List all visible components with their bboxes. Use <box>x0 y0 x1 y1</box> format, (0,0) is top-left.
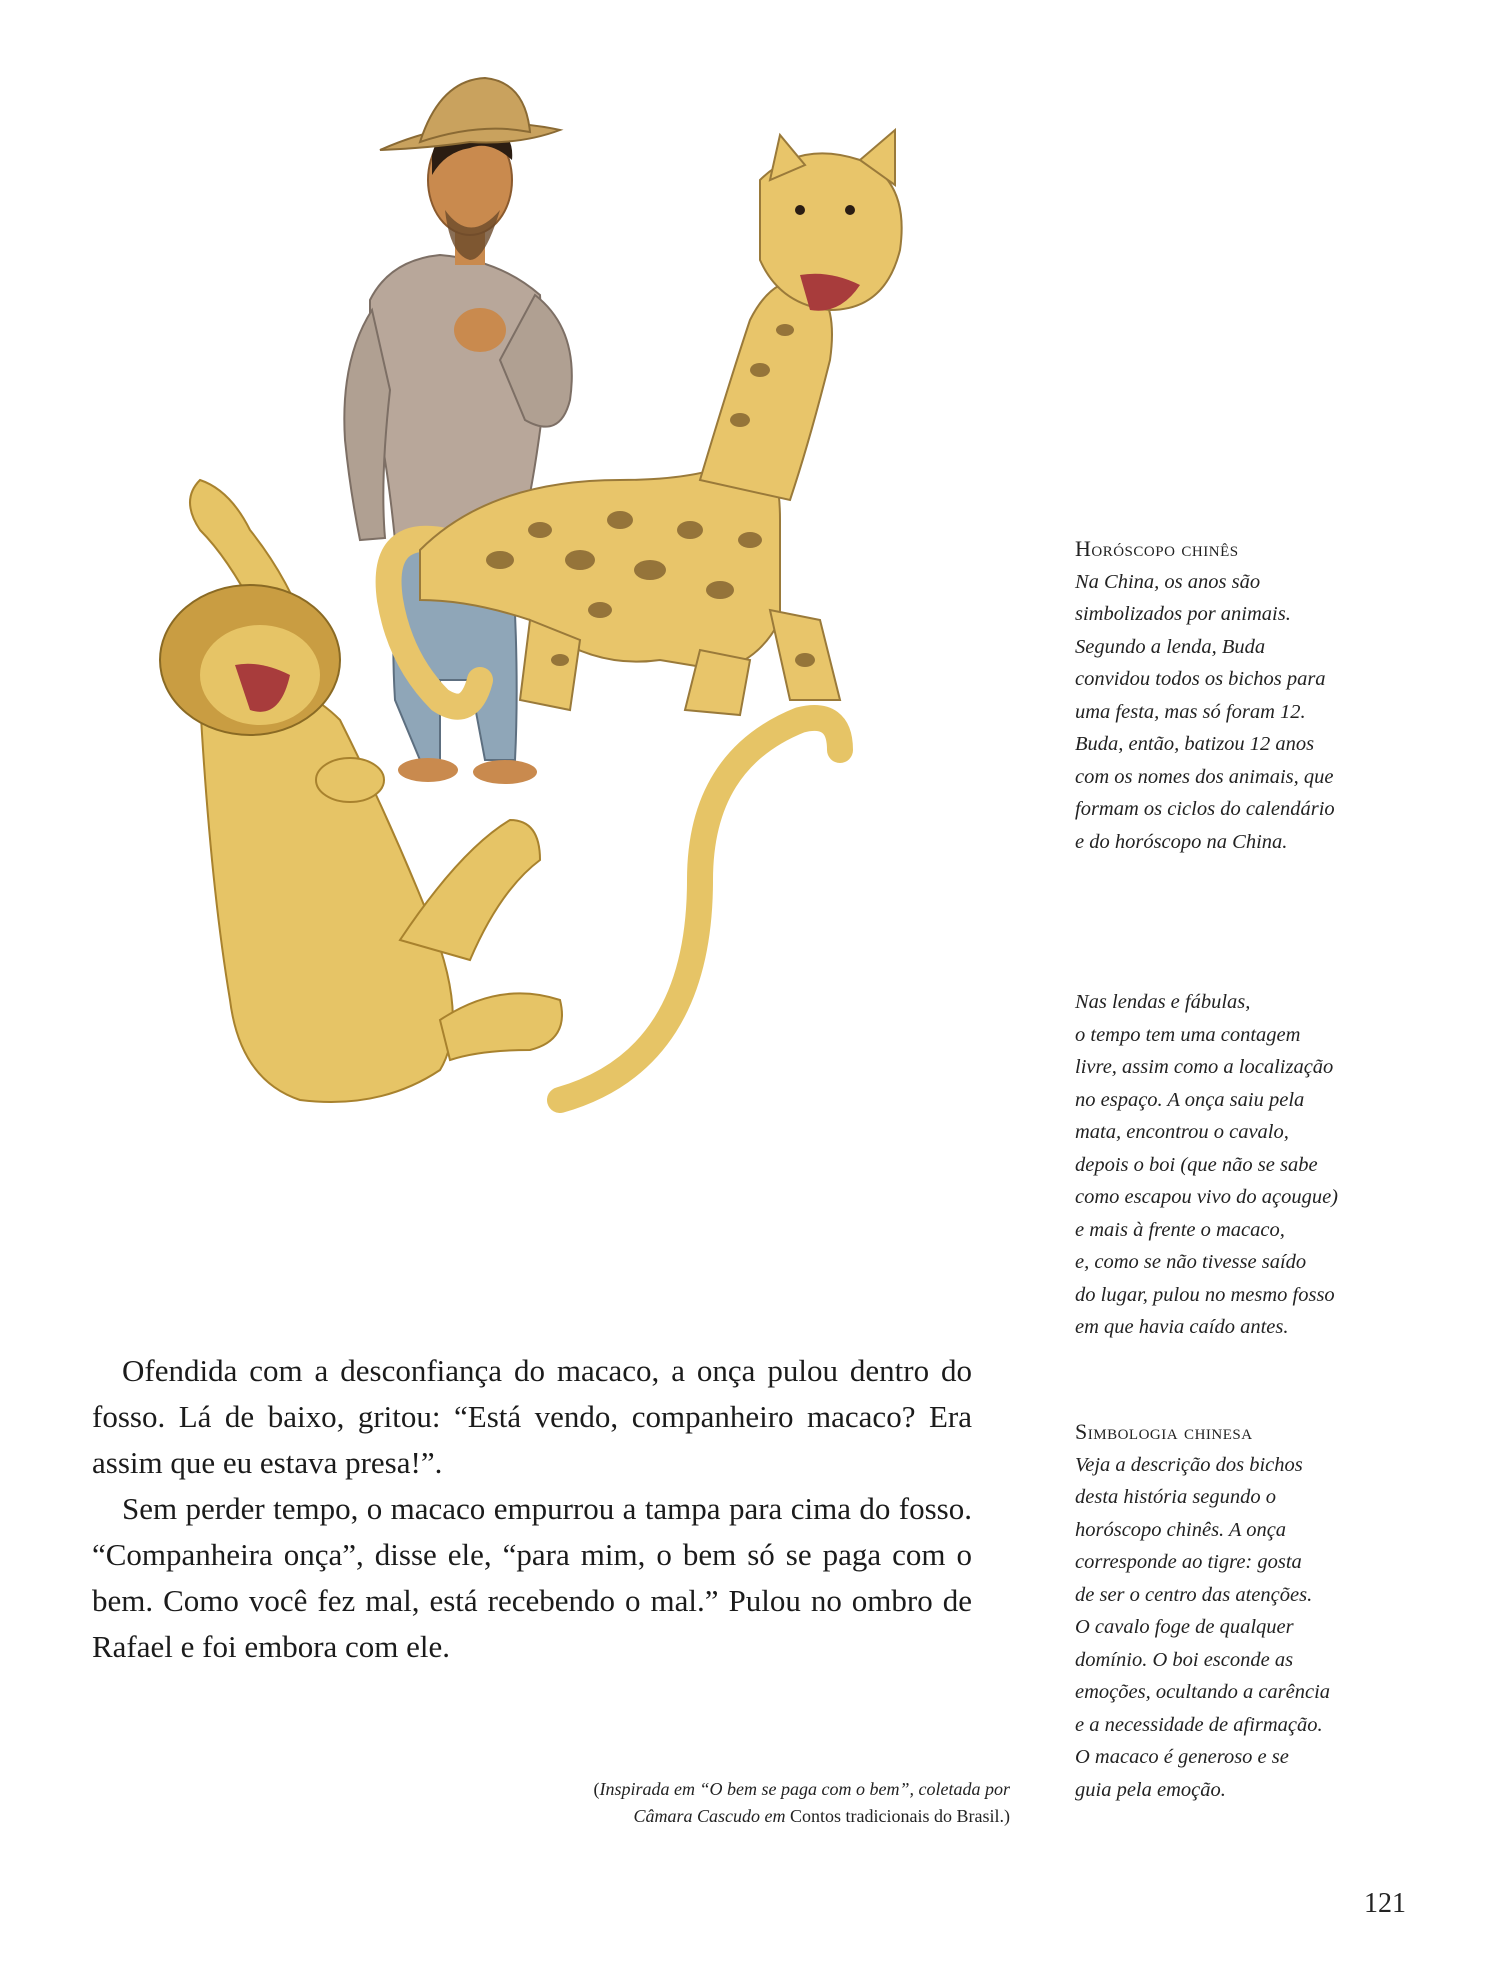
story-illustration <box>140 60 1060 1300</box>
page-number: 121 <box>1364 1888 1406 1919</box>
sidebar-note-horoscope <box>1075 533 1415 858</box>
note-title: Horóscopo chinês <box>1075 536 1239 561</box>
story-text <box>92 1348 972 1670</box>
story-paragraph: Sem perder tempo, o macaco empurrou a tampa para cima do fosso. “Companheira onça”, disse ele, “para mim, o bem só se paga com o bem. Como você fez mal, está recebendo o mal.” Pulou no ombro de Rafael e foi embora com ele. <box>92 1491 972 1664</box>
credit-part2: Câmara Cascudo em <box>633 1806 786 1826</box>
note-body: Nas lendas e fábulas, o tempo tem uma contagem livre, assim como a localização no espaço. A onça saiu pela mata, encontrou o cavalo, depois o boi (que não se sabe como escapou vivo do açougue) e mais à frente o macaco, e, como se não tivesse saído do lugar, pulou no mesmo fosso em que havia caído antes. <box>1075 991 1338 1338</box>
note-title: Simbologia chinesa <box>1075 1419 1253 1444</box>
credit-part1: Inspirada em “O bem se paga com o bem”, coletada por <box>599 1779 1010 1799</box>
story-paragraph: Ofendida com a desconfiança do macaco, a onça pulou dentro do fosso. Lá de baixo, gritou: “Está vendo, companheiro macaco? Era assim que eu estava presa!”. <box>92 1353 972 1480</box>
source-credit <box>420 1776 1010 1830</box>
note-body: Na China, os anos são simbolizados por animais. Segundo a lenda, Buda convidou todos os bichos para uma festa, mas só foram 12. Buda, então, batizou 12 anos com os nomes dos animais, que formam os ciclos do calendário e do horóscopo na China. <box>1075 570 1335 853</box>
credit-open: ( <box>593 1779 600 1799</box>
credit-book: Contos tradicionais do Brasil <box>790 1806 1000 1826</box>
credit-close: .) <box>999 1806 1010 1826</box>
sidebar-note-symbology <box>1075 1416 1415 1806</box>
sidebar-note-legends <box>1075 986 1415 1344</box>
note-body: Veja a descrição dos bichos desta história segundo o horóscopo chinês. A onça corresponde ao tigre: gosta de ser o centro das atenções. O cavalo foge de qualquer domínio. O boi esconde as emoções, ocultando a carência e a necessidade de afirmação. O macaco é generoso e se guia pela emoção. <box>1075 1453 1331 1801</box>
